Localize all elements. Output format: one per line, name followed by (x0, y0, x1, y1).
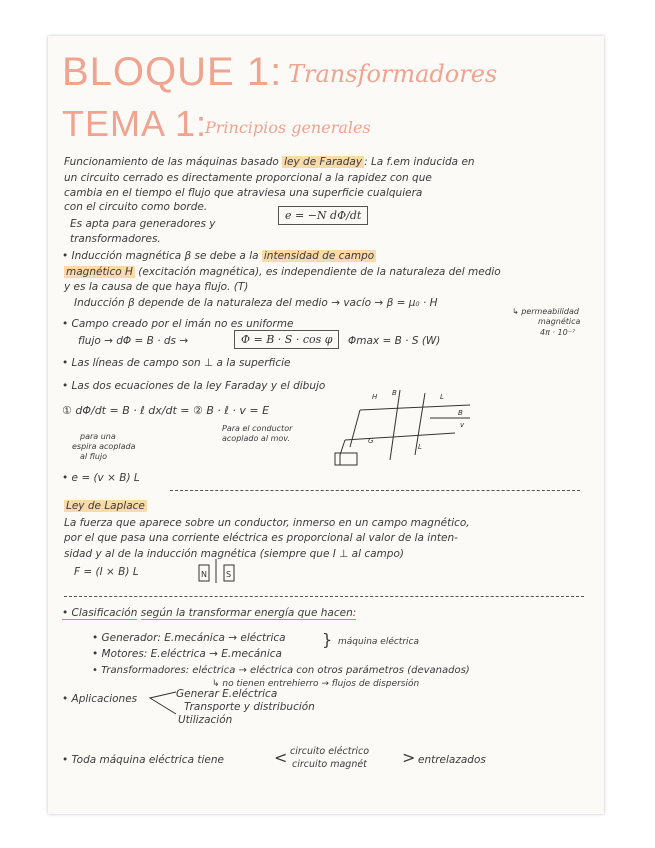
faraday-equations: ① dΦ/dt = B · ℓ dx/dt = ② B · ℓ · v = E (62, 404, 270, 417)
svg-text:G: G (368, 437, 374, 445)
flujo-equation: flujo → dΦ = B · ds → (78, 335, 189, 347)
aplicacion-3: Utilización (178, 714, 233, 726)
svg-text:S: S (226, 570, 232, 579)
laplace-magnet-icon (198, 557, 236, 585)
clasificacion-text: según la transformar energía que hacen: (140, 607, 357, 619)
final-text-a: • Toda máquina eléctrica tiene (62, 754, 224, 766)
faraday-diagram (330, 385, 480, 470)
intro-line-1 (64, 156, 475, 168)
maquina-electrica-label: máquina eléctrica (338, 637, 419, 647)
campo-line-1: • Campo creado por el imán no es uniforme (62, 318, 294, 330)
svg-text:H: H (372, 393, 378, 401)
aplicacion-2: Transporte y distribución (184, 701, 315, 713)
intro-line-2: un circuito cerrado es directamente proporcional a la rapidez con que (64, 172, 432, 184)
svg-text:B: B (392, 389, 397, 397)
tema-heading: TEMA 1: (62, 103, 208, 144)
eq-note-1a: para una (80, 432, 116, 441)
final-bracket-right: > (402, 748, 416, 767)
clasificacion-motores: • Motores: E.eléctrica → E.mecánica (92, 648, 282, 660)
svg-text:B: B (458, 409, 463, 417)
laplace-title: Ley de Laplace (66, 500, 145, 512)
laplace-line-1: La fuerza que aparece sobre un conductor, inmerso en un campo magnético, (64, 517, 470, 529)
tema-subtitle: Principios generales (205, 118, 371, 137)
induccion-text-a: • Inducción magnética β se debe a (62, 250, 246, 262)
campo-line-3: • Las líneas de campo son ⊥ a la superficie (62, 357, 291, 369)
induccion-line-3: y es la causa de que haya flujo. (T) (64, 281, 249, 293)
eq-note-1c: al flujo (80, 452, 108, 461)
eq-note-2a: Para el conductor (222, 424, 293, 433)
svg-text:N: N (201, 570, 207, 579)
induccion-line-4: Inducción β depende de la naturaleza del medio → vacío → β = μ₀ · H (74, 297, 438, 309)
faraday-formula-box: e = −N dΦ/dt (278, 206, 368, 225)
aplicaciones-label: • Aplicaciones (62, 693, 138, 705)
laplace-line-3: sidad y al de la inducción magnética (siempre que I ⊥ al campo) (64, 548, 404, 560)
separator-2 (64, 596, 584, 597)
final-b1: circuito eléctrico (290, 746, 370, 757)
laplace-line-2: por el que pasa una corriente eléctrica es proporcional al valor de la inten- (64, 532, 458, 544)
campo-line-4: • Las dos ecuaciones de la ley Faraday y el dibujo (62, 380, 326, 392)
clasificacion-title: • Clasificación (62, 607, 138, 619)
bloque-subtitle: Transformadores (288, 60, 498, 88)
clasificacion-transformadores-2: ↳ no tienen entrehierro → flujos de dispersión (212, 679, 420, 689)
eq-note-2b: acoplado al mov. (222, 434, 290, 443)
intro-line-3: cambia en el tiempo el flujo que atraviesa una superficie cualquiera (64, 187, 423, 199)
intro-text-c: : La f.em inducida en (364, 156, 475, 168)
aplicaciones-bracket (146, 688, 178, 718)
induccion-text-b: la (249, 250, 259, 262)
final-text-b: entrelazados (418, 754, 486, 766)
bloque-heading: BLOQUE 1: (62, 50, 283, 94)
aplicacion-1: Generar E.eléctrica (176, 688, 278, 700)
svg-text:L: L (418, 443, 422, 451)
brace-symbol: } (322, 630, 333, 649)
svg-text:v: v (460, 421, 465, 429)
induccion-text-line2: (excitación magnética), es independiente de la naturaleza del medio (138, 266, 501, 278)
clasificacion-transformadores: • Transformadores: eléctrica → eléctrica con otros parámetros (devanados) (92, 665, 470, 676)
induccion-line-1 (62, 250, 376, 262)
intro-text-a: Funcionamiento de las máquinas basado (64, 156, 279, 168)
permeabilidad-note-3: 4π · 10⁻⁷ (540, 328, 576, 337)
faraday-highlight: ley de Faraday (284, 156, 363, 168)
induccion-line-2 (64, 266, 501, 278)
campo-h-highlight: magnético H (66, 266, 133, 278)
flujo-max: Φmax = B · S (W) (348, 335, 441, 347)
separator-1 (170, 490, 580, 491)
final-b2: circuito magnét (292, 759, 367, 770)
laplace-title-wrap (64, 500, 147, 512)
clasificacion-generador: • Generador: E.mecánica → eléctrica (92, 632, 286, 644)
eq-note-1b: espira acoplada (72, 442, 136, 451)
svg-text:L: L (440, 393, 444, 401)
intensidad-highlight: intensidad de campo (263, 250, 375, 262)
flujo-formula-box: Φ = B · S · cos φ (234, 330, 339, 349)
intro-line-5: Es apta para generadores y (70, 218, 216, 230)
fem-equation: • e = (v × B) L (62, 472, 140, 484)
intro-line-6: transformadores. (70, 233, 161, 245)
permeabilidad-note-2: magnética (538, 317, 581, 326)
intro-line-4: con el circuito como borde. (64, 201, 208, 213)
final-bracket-left: < (274, 748, 288, 767)
permeabilidad-note-1: ↳ permeabilidad (512, 307, 579, 316)
laplace-formula: F = (I × B) L (74, 566, 139, 578)
clasificacion-line-1 (62, 607, 356, 619)
